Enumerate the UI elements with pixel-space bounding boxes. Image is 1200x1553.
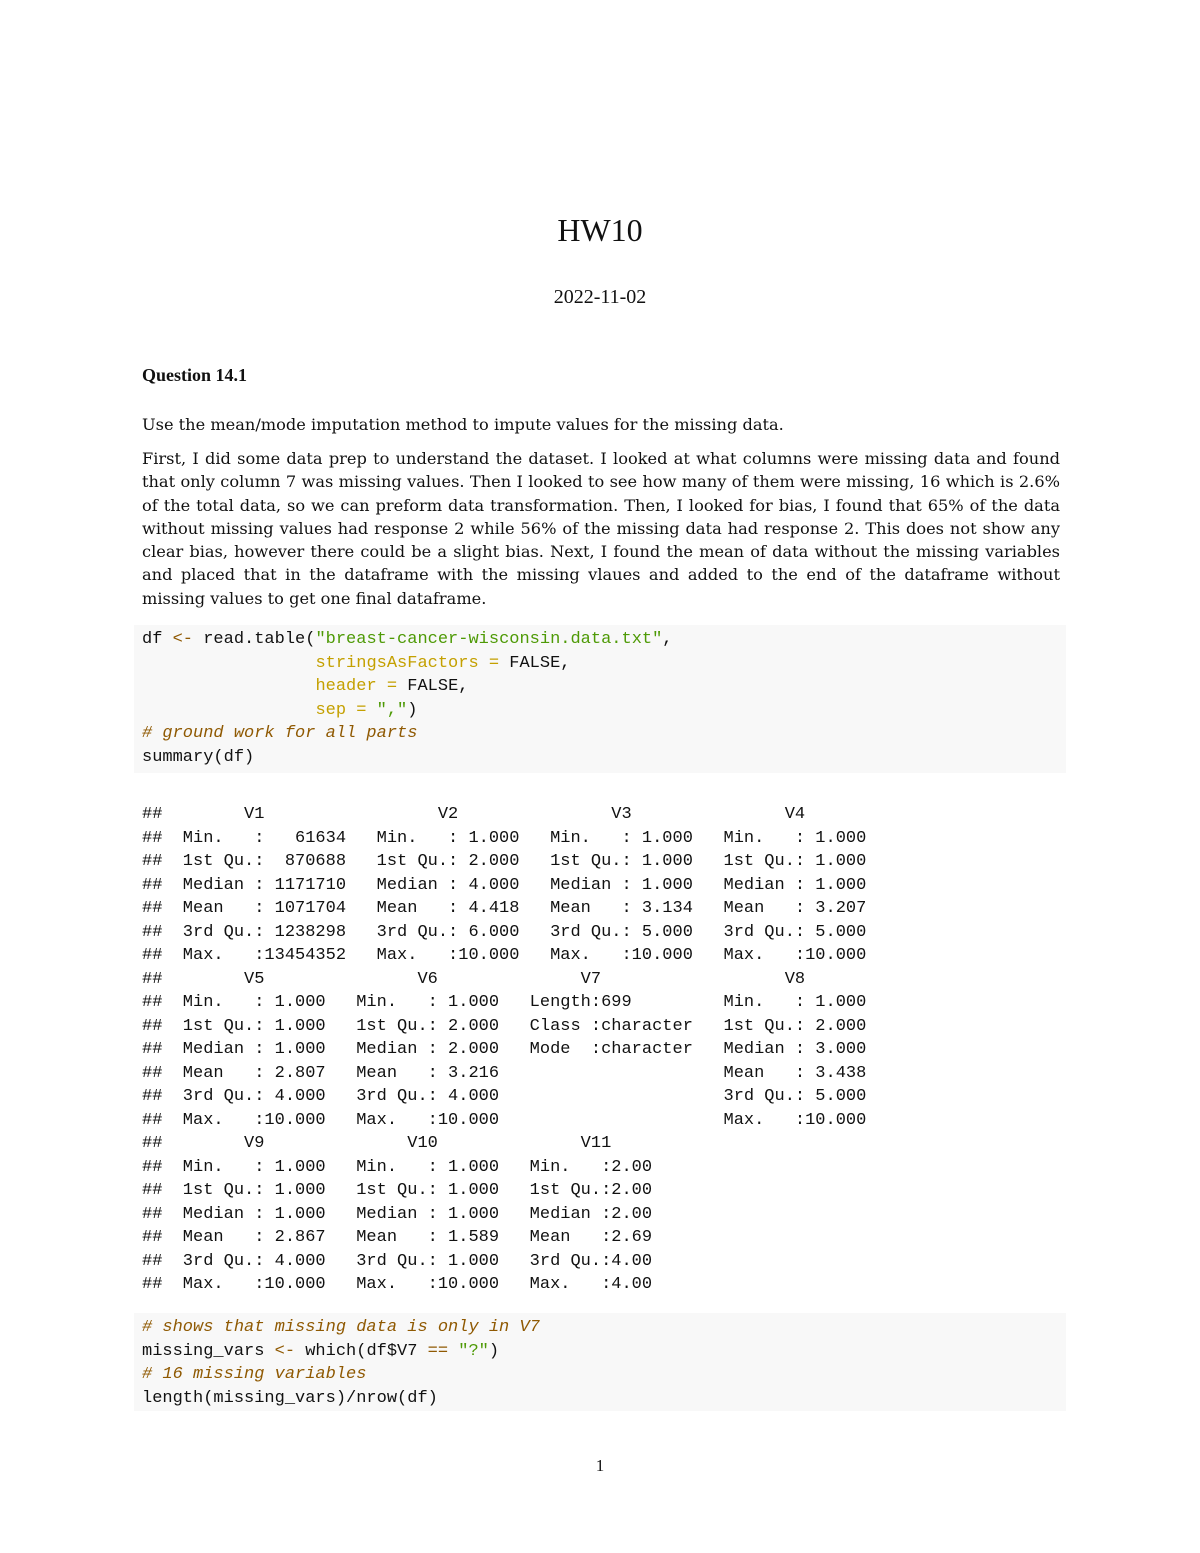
summary-output <box>142 803 887 1297</box>
code-text: ) <box>407 700 418 720</box>
argument-name: header <box>315 677 377 696</box>
argument-name: stringsAsFactors <box>315 653 479 673</box>
output-line: ## Median : 1.000 Median : 1.000 Median :2.00 <box>142 1204 673 1224</box>
output-line: ## Min. : 61634 Min. : 1.000 Min. : 1.000 Min. : 1.000 <box>142 828 887 848</box>
code-text: FALSE, <box>509 653 571 673</box>
code-indent <box>142 701 315 720</box>
argument-equals: = <box>376 677 408 696</box>
code-text: summary(df) <box>142 747 255 767</box>
document-date: 2022-11-02 <box>553 286 647 308</box>
code-text: ) <box>488 1341 500 1361</box>
output-line: ## Min. : 1.000 Min. : 1.000 Min. :2.00 <box>142 1157 673 1177</box>
output-line: ## Mean : 1071704 Mean : 4.418 Mean : 3.134 Mean : 3.207 <box>142 899 887 918</box>
code-text: missing_vars <box>142 1341 275 1361</box>
string-literal: "?" <box>458 1341 489 1361</box>
argument-equals: = <box>346 700 377 720</box>
output-line: ## V1 V2 V3 V4 <box>142 805 887 824</box>
output-line: ## Min. : 1.000 Min. : 1.000 Length:699 Min. : 1.000 <box>142 993 887 1012</box>
code-comment: # shows that missing data is only in V7 <box>142 1318 540 1337</box>
output-line: ## 3rd Qu.: 4.000 3rd Qu.: 1.000 3rd Qu.:4.00 <box>142 1251 673 1271</box>
output-line: ## 3rd Qu.: 4.000 3rd Qu.: 4.000 3rd Qu.: 5.000 <box>142 1087 887 1106</box>
output-line: ## Max. :13454352 Max. :10.000 Max. :10.000 Max. :10.000 <box>142 946 887 965</box>
output-line: ## Mean : 2.807 Mean : 3.216 Mean : 3.438 <box>142 1063 887 1083</box>
assign-operator: <- <box>172 630 194 649</box>
question-heading: Question 14.1 <box>142 365 248 385</box>
output-line: ## V5 V6 V7 V8 <box>142 969 887 989</box>
code-comment: # 16 missing variables <box>142 1365 367 1384</box>
output-line: ## Max. :10.000 Max. :10.000 Max. :4.00 <box>142 1275 673 1294</box>
code-indent <box>142 677 315 696</box>
code-block-read-data <box>134 625 1066 773</box>
question-prompt: Use the mean/mode imputation method to impute values for the missing data. <box>142 415 784 434</box>
code-text: read.table( <box>193 630 316 649</box>
code-block-missing-vars <box>134 1313 1066 1411</box>
output-line: ## Median : 1.000 Median : 2.000 Mode :character Median : 3.000 <box>142 1040 887 1059</box>
code-text: length(missing_vars)/nrow(df) <box>142 1388 438 1408</box>
output-line: ## 1st Qu.: 1.000 1st Qu.: 1.000 1st Qu.:2.00 <box>142 1181 673 1200</box>
output-line: ## Max. :10.000 Max. :10.000 Max. :10.000 <box>142 1110 887 1130</box>
string-literal: "breast-cancer-wisconsin.data.txt" <box>315 630 663 649</box>
document-title: HW10 <box>557 212 643 248</box>
string-literal: "," <box>376 700 408 720</box>
equality-operator: == <box>427 1341 449 1361</box>
output-line: ## Mean : 2.867 Mean : 1.589 Mean :2.69 <box>142 1228 673 1247</box>
code-text: , <box>662 630 673 649</box>
code-text: which(df$V7 <box>295 1341 428 1361</box>
code-comment: # ground work for all parts <box>142 724 418 743</box>
output-line: ## Median : 1171710 Median : 4.000 Median : 1.000 Median : 1.000 <box>142 875 887 895</box>
output-line: ## 1st Qu.: 870688 1st Qu.: 2.000 1st Qu.: 1.000 1st Qu.: 1.000 <box>142 852 887 871</box>
code-text: FALSE, <box>407 677 469 696</box>
output-line: ## V9 V10 V11 <box>142 1134 683 1153</box>
code-text <box>448 1342 458 1361</box>
argument-equals: = <box>478 653 510 673</box>
page-number: 1 <box>595 1456 605 1475</box>
code-text: df <box>142 630 173 649</box>
assign-operator: <- <box>274 1341 296 1361</box>
output-line: ## 1st Qu.: 1.000 1st Qu.: 2.000 Class :character 1st Qu.: 2.000 <box>142 1016 887 1036</box>
code-indent <box>142 654 315 673</box>
explanation-paragraph: First, I did some data prep to understand the dataset. I looked at what columns were missing data and found that only column 7 was missing values. Then I looked to see how many of them were missing, 16 which is 2.6% of the total data, so we can preform data transformation. Then, I looked for bias, I found that 65% of the data without missing values had response 2 while 56% of the missing data had response 2. This does not show any clear bias, however there could be a slight bias. Next, I found the mean of data without the missing variables and placed that in the dataframe with the missing vlaues and added to the end of the dataframe without missing values to get one final dataframe. <box>142 449 1060 608</box>
argument-name: sep <box>315 700 347 720</box>
output-line: ## 3rd Qu.: 1238298 3rd Qu.: 6.000 3rd Qu.: 5.000 3rd Qu.: 5.000 <box>142 922 887 942</box>
